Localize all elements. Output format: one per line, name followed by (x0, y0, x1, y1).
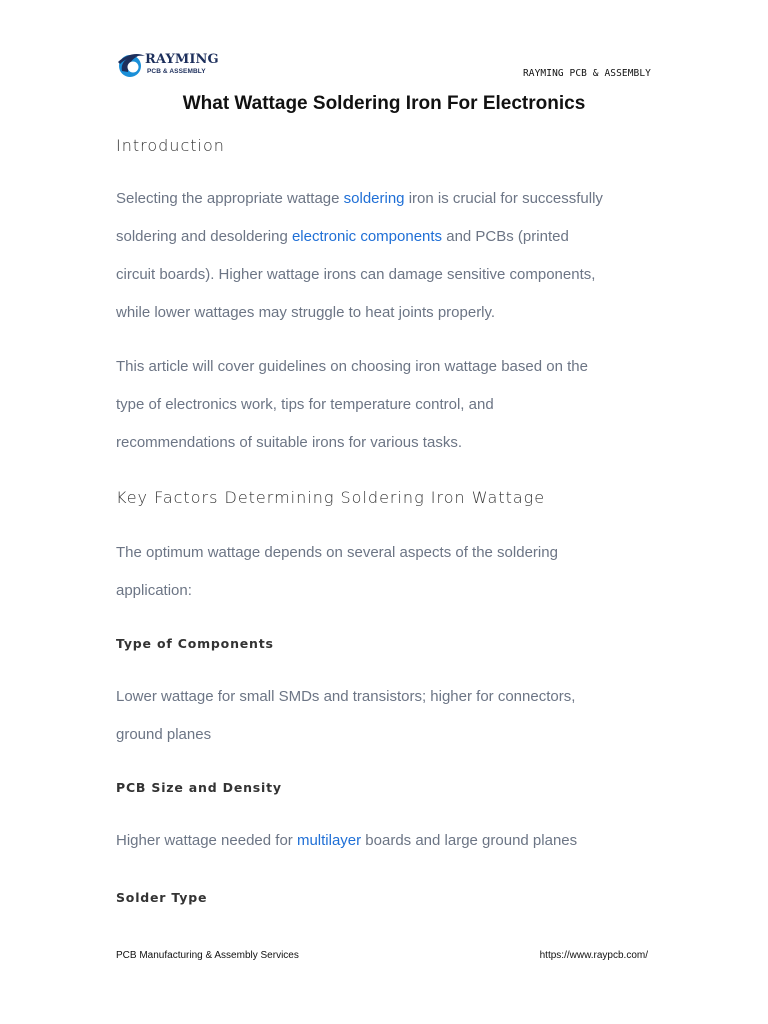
pcb-size-density-heading: PCB Size and Density (116, 780, 282, 795)
type-of-components-paragraph (116, 678, 656, 754)
intro-text: This article will cover guidelines on choosing iron wattage based on the (116, 358, 588, 375)
pcb-size-text: Higher wattage needed for (116, 832, 297, 849)
intro-paragraph-1 (116, 180, 656, 332)
key-factors-heading: Key Factors Determining Soldering Iron Wattage (116, 488, 546, 507)
intro-text: type of electronics work, tips for temperature control, and (116, 396, 494, 413)
intro-text: recommendations of suitable irons for various tasks. (116, 434, 462, 451)
document-title: What Wattage Soldering Iron For Electronics (182, 93, 586, 114)
intro-text: and PCBs (printed (442, 228, 569, 245)
header-company-name: RAYMING PCB & ASSEMBLY (522, 68, 651, 79)
intro-text: Selecting the appropriate wattage (116, 190, 344, 207)
intro-text: while lower wattages may struggle to heat joints properly. (116, 304, 496, 321)
components-text: ground planes (116, 726, 212, 743)
intro-text: soldering and desoldering (116, 228, 292, 245)
logo-subtitle: PCB & ASSEMBLY (147, 68, 206, 75)
footer-services-text: PCB Manufacturing & Assembly Services (116, 950, 299, 961)
rayming-logo (116, 50, 236, 80)
rayming-logo-icon (116, 50, 146, 80)
multilayer-link[interactable]: multilayer (296, 832, 362, 849)
intro-text: iron is crucial for successfully (404, 190, 603, 207)
document-body (116, 132, 656, 910)
pcb-size-density-paragraph (116, 822, 656, 860)
components-text: Lower wattage for small SMDs and transistors; higher for connectors, (116, 688, 576, 705)
intro-text: circuit boards). Higher wattage irons can damage sensitive components, (116, 266, 596, 283)
key-factors-text: The optimum wattage depends on several aspects of the soldering (116, 544, 558, 561)
logo-name: RAYMING (145, 52, 219, 67)
solder-type-heading: Solder Type (116, 890, 208, 905)
key-factors-paragraph (116, 534, 656, 610)
key-factors-text: application: (116, 582, 192, 599)
introduction-heading: Introduction (116, 136, 225, 155)
intro-paragraph-2 (116, 348, 656, 462)
soldering-link[interactable]: soldering (343, 190, 405, 207)
pcb-size-text: boards and large ground planes (361, 832, 578, 849)
electronic-components-link[interactable]: electronic components (291, 228, 443, 245)
footer-website-link[interactable]: https://www.raypcb.com/ (539, 950, 648, 961)
type-of-components-heading: Type of Components (116, 636, 274, 651)
